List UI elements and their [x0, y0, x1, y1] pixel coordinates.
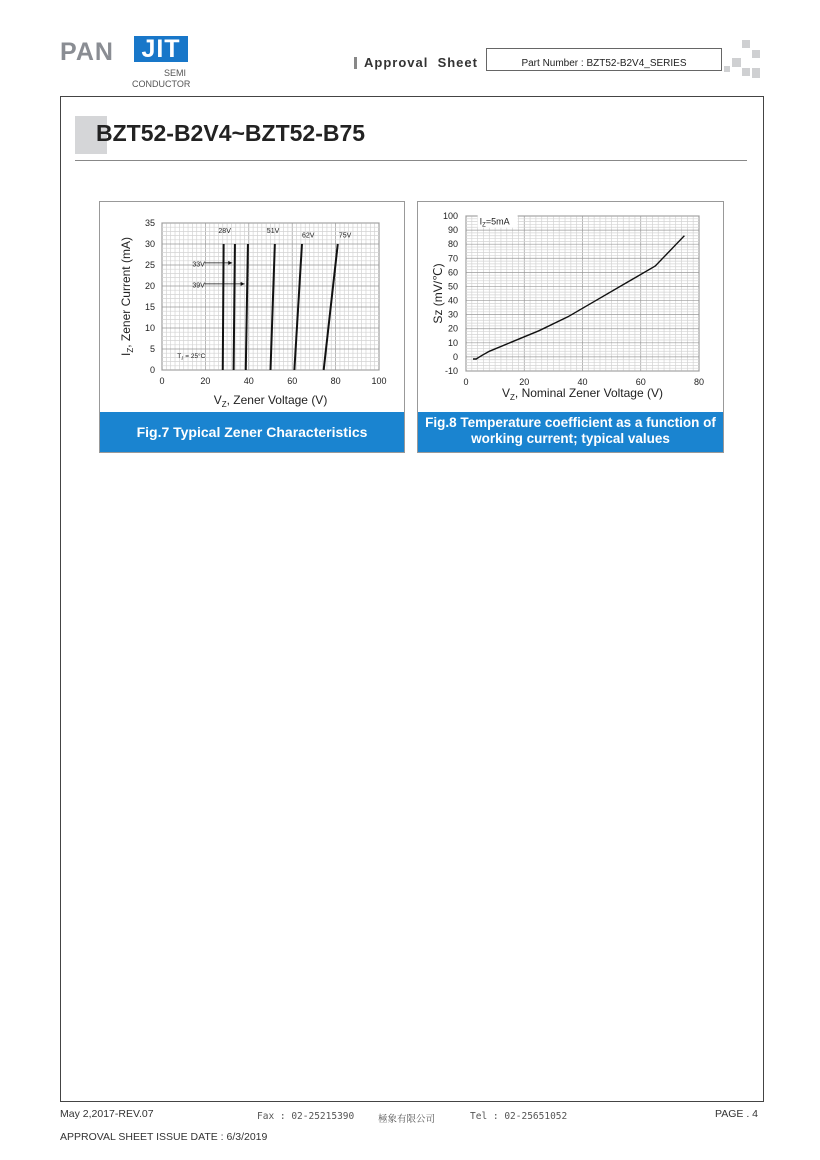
page-title: BZT52-B2V4~BZT52-B75 — [96, 120, 366, 146]
logo-pan-text: PAN — [60, 38, 114, 66]
series-label-75V: 75V — [338, 232, 352, 240]
decor-square — [742, 68, 750, 76]
approval-marker — [354, 57, 357, 69]
y-axis-label: Sz (mV/℃) — [431, 263, 445, 324]
footer-company: 極象有限公司 — [378, 1114, 436, 1125]
decor-square — [752, 68, 760, 78]
title-divider — [75, 160, 747, 161]
x-axis-label: $V_Z$, Zener Voltage (V) — [213, 393, 328, 409]
x-tick-label: 0 — [159, 376, 165, 386]
y-tick-label: 100 — [442, 211, 458, 221]
y-tick-label: -10 — [444, 366, 458, 376]
y-tick-label: 40 — [447, 295, 458, 306]
y-tick-label: 0 — [452, 351, 458, 362]
x-tick-label: 60 — [635, 377, 646, 387]
x-tick-label: 40 — [577, 377, 588, 387]
y-tick-label: 35 — [144, 218, 155, 228]
y-tick-label: 0 — [149, 365, 155, 375]
y-tick-label: 10 — [144, 323, 155, 333]
x-tick-label: 20 — [519, 377, 530, 387]
footer-tel: Tel : 02-25651052 — [470, 1111, 568, 1122]
y-tick-label: 10 — [447, 337, 458, 348]
decor-square — [732, 58, 741, 67]
footer-revision: May 2,2017-REV.07 — [60, 1108, 154, 1120]
y-axis-label: $I_Z$, Zener Current (mA) — [119, 237, 135, 356]
logo-sub-semi: SEMI — [164, 68, 187, 78]
series-label-39V: 39V — [192, 282, 205, 290]
y-tick-label: 90 — [447, 225, 458, 236]
y-tick-label: 70 — [447, 253, 458, 264]
y-tick-label: 80 — [447, 239, 458, 250]
footer-page-number: PAGE . 4 — [715, 1108, 758, 1120]
x-tick-label: 60 — [287, 376, 298, 386]
x-axis-label: $V_Z$, Nominal Zener Voltage (V) — [502, 386, 663, 402]
series-label-62V: 62V — [301, 232, 315, 240]
y-tick-label: 50 — [447, 281, 458, 292]
y-tick-label: 20 — [447, 323, 458, 334]
y-tick-label: 30 — [447, 309, 458, 320]
y-tick-label: 25 — [144, 260, 155, 270]
footer-fax: Fax : 02-25215390 — [257, 1111, 355, 1122]
series-label-51V: 51V — [266, 228, 280, 236]
y-tick-label: 5 — [149, 344, 155, 354]
zener-curve-33V — [234, 244, 235, 370]
x-tick-label: 80 — [330, 376, 341, 386]
chart-temperature-coefficient — [418, 202, 723, 412]
temperature-annotation: $T_J = 25^\circ C$ — [177, 353, 206, 361]
decor-square — [752, 50, 760, 58]
decor-square — [742, 40, 750, 48]
series-label-33V: 33V — [192, 261, 205, 269]
decor-square — [724, 66, 730, 72]
chart-zener-characteristics — [100, 202, 404, 412]
y-tick-label: 30 — [144, 239, 155, 249]
figure-8 — [417, 201, 724, 453]
x-tick-label: 20 — [200, 376, 211, 386]
y-tick-label: 60 — [447, 267, 458, 278]
x-tick-label: 40 — [243, 376, 254, 386]
figure-8-caption-line1: Fig.8 Temperature coefficient as a function of — [425, 415, 716, 430]
figure-8-caption-line2: working current; typical values — [471, 431, 670, 446]
x-tick-label: 100 — [371, 376, 387, 386]
footer-issue-date: APPROVAL SHEET ISSUE DATE : 6/3/2019 — [60, 1131, 268, 1143]
series-label-28V: 28V — [218, 228, 231, 236]
figure-8-caption — [418, 412, 723, 452]
logo-jit-block: JIT — [134, 36, 188, 62]
approval-sheet-label: Approval Sheet — [364, 55, 478, 70]
figure-7 — [99, 201, 405, 453]
x-tick-label: 0 — [463, 377, 469, 387]
x-tick-label: 80 — [693, 377, 705, 387]
y-tick-label: 15 — [144, 302, 155, 312]
current-annotation: $I_Z=5mA$ — [479, 216, 510, 229]
figure-7-caption: Fig.7 Typical Zener Characteristics — [100, 412, 404, 452]
y-tick-label: 20 — [144, 281, 155, 291]
part-number-box: Part Number : BZT52-B2V4_SERIES — [486, 48, 722, 71]
logo-sub-conductor: CONDUCTOR — [132, 79, 191, 89]
